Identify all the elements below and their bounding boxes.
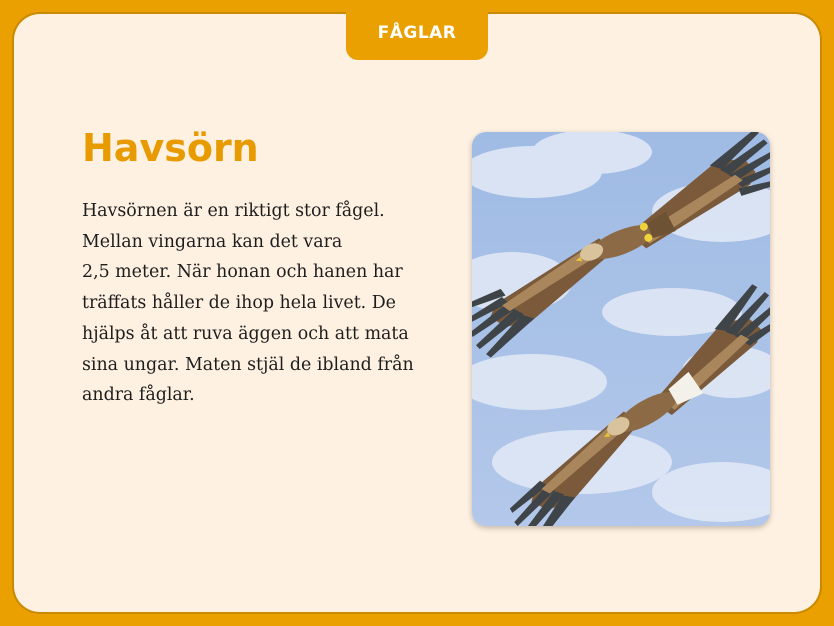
article-line: Mellan vingarna kan det vara <box>82 231 343 252</box>
article-line: träffats håller de ihop hela livet. De <box>82 293 396 314</box>
article-text <box>82 196 422 411</box>
content-card <box>14 14 820 612</box>
article-line: sina ungar. Maten stjäl de ibland från <box>82 354 414 375</box>
page-title: Havsörn <box>82 126 259 170</box>
article-line: andra fåglar. <box>82 385 195 406</box>
article-line: hjälps åt att ruva äggen och att mata <box>82 323 409 344</box>
article-line: 2,5 meter. När honan och hanen har <box>82 262 403 283</box>
eagle-illustration <box>472 132 770 526</box>
article-line: Havsörnen är en riktigt stor fågel. <box>82 201 385 221</box>
category-tab <box>346 0 488 60</box>
category-label: FÅGLAR <box>377 23 457 43</box>
